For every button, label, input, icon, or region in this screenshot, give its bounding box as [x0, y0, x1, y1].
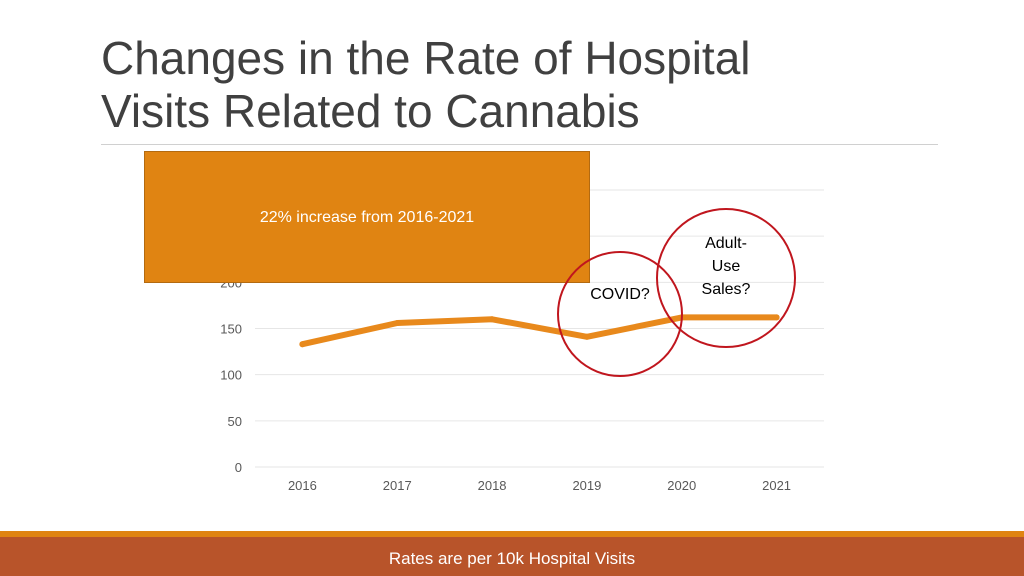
adult-use-label-line: Adult- [705, 235, 747, 252]
covid-annotation-label: COVID? [590, 286, 650, 303]
slide-title-line2: Visits Related to Cannabis [101, 85, 640, 137]
callout-text: 22% increase from 2016-2021 [259, 209, 475, 226]
adult-use-circle [657, 209, 795, 347]
adult-use-annotation-label [702, 235, 751, 298]
x-tick-label: 2021 [762, 478, 792, 493]
y-tick-label: 150 [220, 321, 242, 337]
x-tick-label: 2020 [667, 478, 697, 493]
adult-use-label-line: Use [711, 258, 741, 275]
y-tick-label: 100 [220, 367, 242, 383]
x-tick-label: 2018 [477, 478, 507, 493]
covid-circle [558, 252, 682, 376]
y-tick-label: 50 [227, 413, 242, 429]
footer-text: Rates are per 10k Hospital Visits [388, 549, 636, 568]
x-tick-label: 2019 [572, 478, 602, 493]
x-tick-label: 2017 [382, 478, 412, 493]
footer-bar [0, 531, 1024, 576]
x-tick-label: 2016 [287, 478, 317, 493]
adult-use-label-line: Sales? [701, 281, 751, 298]
slide-title-line1: Changes in the Rate of Hospital [101, 32, 751, 84]
y-tick-label: 0 [234, 460, 242, 475]
footer-accent [0, 531, 1024, 537]
